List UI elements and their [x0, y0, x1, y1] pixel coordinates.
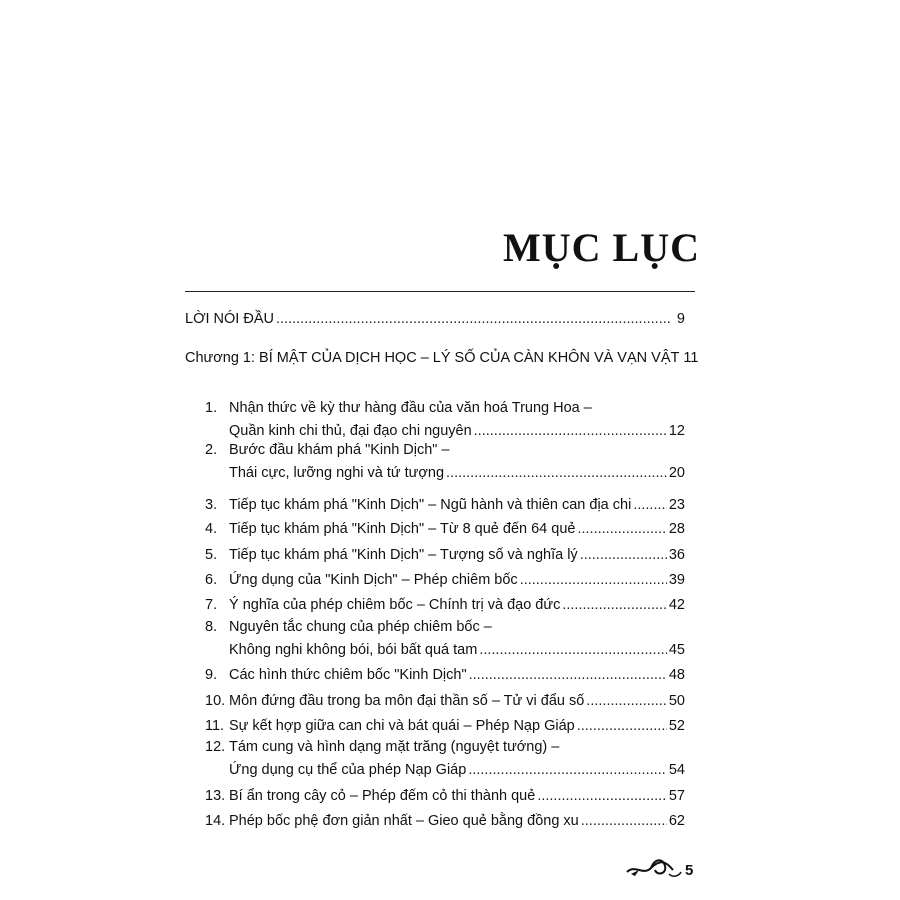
toc-item-number: 6.	[205, 572, 218, 588]
toc-preface-label: LỜI NÓI ĐẦU	[185, 311, 274, 327]
toc-item-page: 36	[668, 547, 685, 563]
toc-item-subtitle: Không nghi không bói, bói bất quá tam	[229, 642, 478, 658]
toc-item-page: 50	[668, 693, 685, 709]
toc-item-page: 48	[668, 667, 685, 683]
toc-preface-page: 9	[676, 311, 685, 327]
leader-dots	[479, 641, 667, 659]
toc-chapter-page: 11	[683, 350, 699, 366]
toc-item-number: 4.	[205, 521, 218, 537]
toc-item-number: 8.	[205, 619, 218, 635]
toc-item-title: Phép bốc phệ đơn giản nhất – Gieo quẻ bằng đồng xu	[229, 813, 579, 829]
toc-item-title: Môn đứng đầu trong ba môn đại thần số – Tử vi đẩu số	[229, 693, 585, 709]
toc-item-number: 3.	[205, 497, 218, 513]
toc-item	[205, 464, 685, 482]
leader-dots	[586, 692, 667, 710]
toc-item-number: 2.	[205, 442, 218, 458]
leader-dots	[537, 787, 667, 805]
toc-item	[205, 692, 685, 710]
toc-chapter	[185, 349, 699, 367]
toc-item-number: 14.	[205, 813, 226, 829]
toc-item-title: Tiếp tục khám phá "Kinh Dịch" – Ngũ hành và thiên can địa chi	[229, 497, 632, 513]
document-page	[155, 4, 745, 896]
ornament-icon	[625, 854, 683, 880]
toc-chapter-label: Chương 1: BÍ MẬT CỦA DỊCH HỌC – LÝ SỐ CỦA CÀN KHÔN VÀ VẠN VẬT	[185, 350, 680, 366]
toc-item-title: Bước đầu khám phá "Kinh Dịch" –	[229, 442, 450, 458]
toc-item-number: 10.	[205, 693, 226, 709]
toc-item-page: 12	[668, 423, 685, 439]
toc-item-number: 11.	[205, 718, 225, 734]
leader-dots	[562, 596, 667, 614]
toc-item	[205, 666, 685, 684]
leader-dots	[468, 761, 667, 779]
toc-item-subtitle: Quần kinh chi thủ, đại đạo chi nguyên	[229, 423, 472, 439]
toc-item	[205, 596, 685, 614]
toc-item-number: 7.	[205, 597, 218, 613]
toc-item-page: 45	[668, 642, 685, 658]
leader-dots	[276, 310, 671, 328]
leader-dots	[446, 464, 667, 482]
toc-item-title: Ứng dụng của "Kinh Dịch" – Phép chiêm bốc	[229, 572, 518, 588]
toc-item-title: Bí ẩn trong cây cỏ – Phép đếm cỏ thi thành quẻ	[229, 788, 536, 804]
toc-item	[205, 812, 685, 830]
toc-item-title: Tám cung và hình dạng mặt trăng (nguyệt tướng) –	[229, 739, 560, 755]
toc-item-title: Sự kết hợp giữa can chi và bát quái – Phép Nạp Giáp	[229, 718, 575, 734]
toc-item-page: 42	[668, 597, 685, 613]
leader-dots	[520, 571, 667, 589]
toc-item-page: 57	[668, 788, 685, 804]
toc-item-page: 52	[668, 718, 685, 734]
toc-item-first-line	[205, 399, 592, 417]
toc-item-title: Tiếp tục khám phá "Kinh Dịch" – Tượng số và nghĩa lý	[229, 547, 578, 563]
toc-item	[205, 761, 685, 779]
toc-item-number: 13.	[205, 788, 226, 804]
toc-item-title: Tiếp tục khám phá "Kinh Dịch" – Từ 8 quẻ đến 64 quẻ	[229, 521, 576, 537]
toc-item	[205, 787, 685, 805]
toc-item	[205, 520, 685, 538]
page-number: 5	[685, 862, 694, 879]
toc-item	[205, 717, 685, 735]
toc-item-number: 9.	[205, 667, 218, 683]
toc-item-first-line	[205, 738, 559, 756]
toc-item-page: 62	[668, 813, 685, 829]
leader-dots	[577, 520, 666, 538]
leader-dots	[580, 546, 667, 564]
leader-dots	[581, 812, 667, 830]
toc-item-title: Các hình thức chiêm bốc "Kinh Dịch"	[229, 667, 467, 683]
toc-item-page: 39	[668, 572, 685, 588]
toc-item-page: 54	[668, 762, 685, 778]
toc-item-page: 28	[668, 521, 685, 537]
leader-dots	[577, 717, 667, 735]
toc-item	[205, 571, 685, 589]
toc-item-first-line	[205, 441, 450, 459]
toc-item-first-line	[205, 618, 492, 636]
toc-preface	[185, 310, 685, 328]
toc-item-title: Nguyên tắc chung của phép chiêm bốc –	[229, 619, 492, 635]
title-rule	[185, 291, 695, 292]
toc-item-number: 12.	[205, 739, 226, 755]
toc-item	[205, 496, 685, 514]
toc-item-number: 5.	[205, 547, 218, 563]
page-title: MỤC LỤC	[503, 225, 700, 270]
toc-item-title: Ý nghĩa của phép chiêm bốc – Chính trị và đạo đức	[229, 597, 561, 613]
leader-dots	[633, 496, 667, 514]
toc-item-subtitle: Ứng dụng cụ thể của phép Nạp Giáp	[229, 762, 467, 778]
toc-item-title: Nhận thức về kỳ thư hàng đầu của văn hoá Trung Hoa –	[229, 400, 592, 416]
toc-item-subtitle: Thái cực, lưỡng nghi và tứ tượng	[229, 465, 445, 481]
toc-item-page: 20	[668, 465, 685, 481]
toc-item	[205, 546, 685, 564]
toc-item-number: 1.	[205, 400, 218, 416]
leader-dots	[474, 422, 667, 440]
toc-item-page: 23	[668, 497, 685, 513]
toc-item	[205, 641, 685, 659]
leader-dots	[469, 666, 667, 684]
toc-item	[205, 422, 685, 440]
